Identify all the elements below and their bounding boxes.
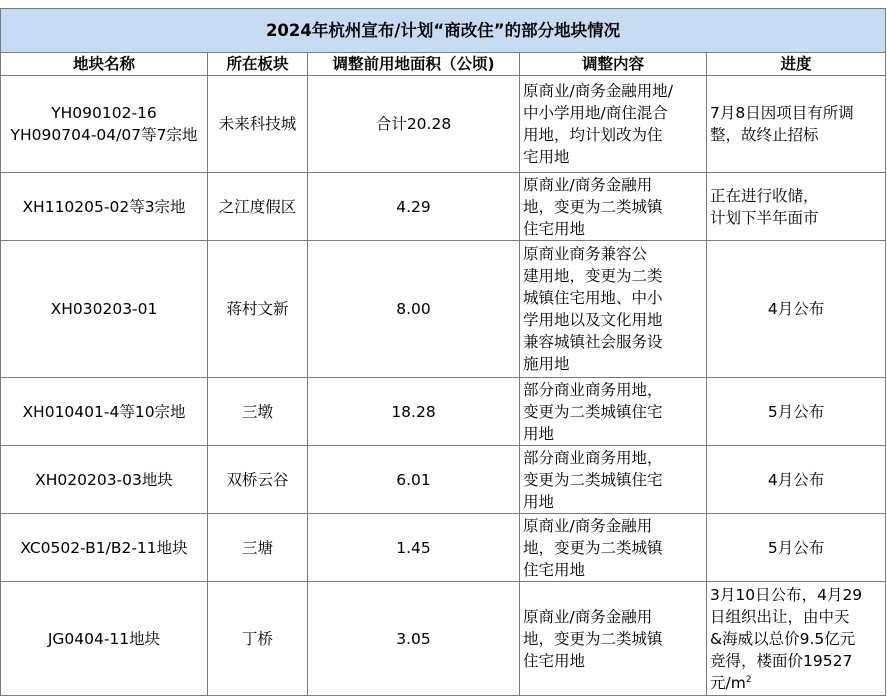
adjustment-line: 原商业/商务金融用 — [523, 607, 653, 626]
adjustment-line: 中小学用地/商住混合 — [523, 104, 668, 122]
adjustment-cell — [520, 378, 707, 446]
table-row — [1, 582, 886, 696]
adjustment-line: 变更为二类城镇住宅 — [523, 402, 663, 421]
parcel-name-line: XH020203-03地块 — [35, 470, 173, 489]
progress-line: 4月公布 — [767, 470, 825, 489]
parcel-name-line: JG0404-11地块 — [47, 629, 161, 648]
parcel-name-line: YH090704-04/07等7宗地 — [10, 126, 198, 144]
parcel-name-cell — [1, 582, 208, 696]
parcel-name-cell — [1, 76, 208, 173]
progress-cell — [707, 173, 886, 241]
parcel-name-cell — [1, 514, 208, 582]
adjustment-line: 地，变更为二类城镇 — [523, 538, 663, 557]
progress-line: 日组织出让，由中天 — [710, 607, 850, 626]
area-cell: 合计20.28 — [308, 76, 520, 173]
table-title-row — [1, 9, 886, 53]
adjustment-line: 住宅用地 — [523, 651, 586, 670]
area-cell: 18.28 — [308, 378, 520, 446]
land-parcel-table — [0, 8, 886, 696]
adjustment-cell — [520, 76, 707, 173]
district-cell: 三塘 — [208, 514, 308, 582]
table-row — [1, 378, 886, 446]
area-cell: 4.29 — [308, 173, 520, 241]
parcel-name-line: XH110205-02等3宗地 — [22, 197, 186, 216]
progress-cell — [707, 582, 886, 696]
adjustment-line: 兼容城镇社会服务设 — [523, 333, 663, 351]
adjustment-line: 建用地，变更为二类 — [523, 267, 663, 285]
progress-line: 7月8日因项目有所调 — [710, 104, 854, 122]
adjustment-line: 城镇住宅用地、中小 — [523, 289, 663, 307]
adjustment-cell — [520, 446, 707, 514]
area-cell: 3.05 — [308, 582, 520, 696]
adjustment-cell — [520, 582, 707, 696]
progress-line: 3月10日公布，4月29 — [710, 585, 863, 604]
table-row — [1, 514, 886, 582]
adjustment-line: 宅用地 — [523, 148, 570, 166]
adjustment-line: 住宅用地 — [523, 560, 586, 579]
adjustment-line: 施用地 — [523, 355, 570, 373]
parcel-name-line: XH030203-01 — [50, 300, 158, 318]
parcel-name-line: YH090102-16 — [51, 104, 157, 122]
table-row — [1, 76, 886, 173]
adjustment-line: 用地 — [523, 424, 555, 443]
progress-cell — [707, 378, 886, 446]
parcel-name-cell — [1, 378, 208, 446]
district-cell: 三墩 — [208, 378, 308, 446]
progress-line: 5月公布 — [767, 402, 825, 421]
area-cell: 8.00 — [308, 241, 520, 378]
adjustment-line: 原商业/商务金融用 — [523, 516, 653, 535]
adjustment-cell — [520, 241, 707, 378]
adjustment-cell — [520, 173, 707, 241]
parcel-name-line: XH010401-4等10宗地 — [22, 402, 186, 421]
parcel-name-cell — [1, 173, 208, 241]
progress-line: 整，故终止招标 — [710, 126, 819, 144]
adjustment-line: 地，变更为二类城镇 — [523, 197, 663, 216]
progress-line: 计划下半年面市 — [710, 208, 819, 227]
column-header-adjustment: 调整内容 — [520, 53, 707, 76]
adjustment-line: 原商业/商务金融用地/ — [523, 82, 673, 100]
progress-line: 正在进行收储， — [710, 186, 819, 205]
progress-line: 4月公布 — [767, 300, 825, 318]
progress-line: 5月公布 — [767, 538, 825, 557]
table-row — [1, 446, 886, 514]
progress-unit-superscript: 2 — [745, 674, 752, 685]
column-header-parcel-name: 地块名称 — [1, 53, 208, 76]
district-cell: 之江度假区 — [208, 173, 308, 241]
district-cell: 双桥云谷 — [208, 446, 308, 514]
adjustment-cell — [520, 514, 707, 582]
adjustment-line: 学用地以及文化用地 — [523, 311, 663, 329]
district-cell: 蒋村文新 — [208, 241, 308, 378]
column-header-district: 所在板块 — [208, 53, 308, 76]
adjustment-line: 原商业商务兼容公 — [523, 245, 648, 263]
progress-cell — [707, 514, 886, 582]
table-title: 2024年杭州宣布/计划“商改住”的部分地块情况 — [1, 9, 886, 53]
adjustment-line: 用地，均计划改为住 — [523, 126, 663, 144]
adjustment-line: 原商业/商务金融用 — [523, 175, 653, 194]
area-cell: 6.01 — [308, 446, 520, 514]
progress-line-unit — [710, 672, 882, 694]
adjustment-line: 部分商业商务用地， — [523, 380, 663, 399]
adjustment-line: 部分商业商务用地， — [523, 448, 663, 467]
progress-cell — [707, 241, 886, 378]
column-header-progress: 进度 — [707, 53, 886, 76]
progress-cell — [707, 446, 886, 514]
parcel-name-cell — [1, 446, 208, 514]
adjustment-line: 用地 — [523, 492, 555, 511]
column-header-area-before: 调整前用地面积（公顷) — [308, 53, 520, 76]
adjustment-line: 变更为二类城镇住宅 — [523, 470, 663, 489]
progress-unit-base: 元/m — [710, 673, 746, 692]
district-cell: 未来科技城 — [208, 76, 308, 173]
table-row — [1, 173, 886, 241]
adjustment-line: 地，变更为二类城镇 — [523, 629, 663, 648]
progress-line: &海威以总价9.5亿元 — [710, 629, 856, 648]
parcel-name-line: XC0502-B1/B2-11地块 — [20, 538, 188, 557]
area-cell: 1.45 — [308, 514, 520, 582]
table-row — [1, 241, 886, 378]
progress-cell — [707, 76, 886, 173]
table-header-row — [1, 53, 886, 76]
progress-line: 竞得，楼面价19527 — [710, 651, 853, 670]
adjustment-line: 住宅用地 — [523, 219, 586, 238]
district-cell: 丁桥 — [208, 582, 308, 696]
parcel-name-cell — [1, 241, 208, 378]
